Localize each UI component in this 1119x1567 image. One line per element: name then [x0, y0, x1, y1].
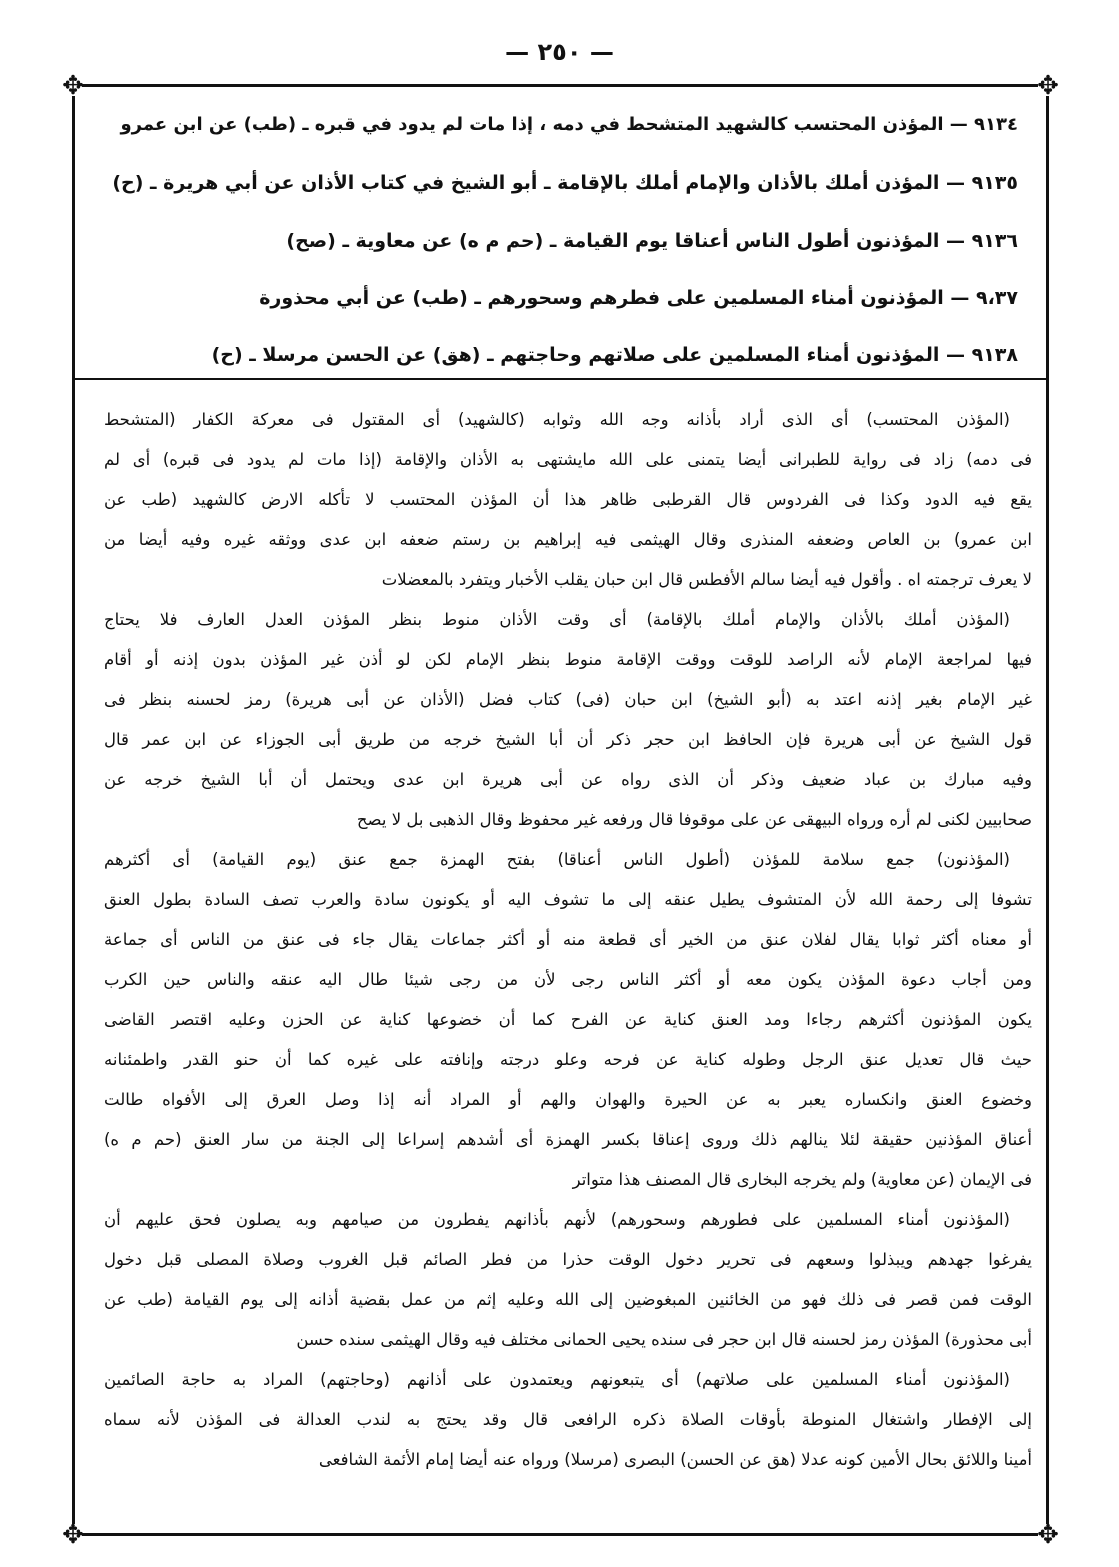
commentary-line: (المؤذنون أمناء المسلمين على فطورهم وسحورهم) لأنهم بأذانهم يفطرون من صيامهم وبه يصلون فحق عليهم أن [104, 1210, 1010, 1229]
ornament-corner-icon: ✥ [62, 1520, 84, 1550]
commentary-line: تشوفا إلى رحمة الله لأن المتشوف يطيل عنقه إلى ما تشوف اليه أو يكونون سادة والعرب تصف السادة بطول العنق [104, 890, 1032, 909]
commentary-line: فى دمه) زاد فى رواية للطبرانى أيضا يتمنى على الله مايشتهى به الأذان والإقامة (إذا مات لم يدود فى قبره) أى لم [104, 450, 1032, 469]
commentary-line: لا يعرف ترجمته اه . وأقول فيه أيضا سالم الأفطس قال ابن حبان يقلب الأخبار ويتفرد بالمعضلات [381, 570, 1032, 589]
commentary-line: يكون المؤذنون أكثرهم رجاءا ومد العنق كناية عن الفرح كما أن خضوعها كناية عن الحزن وعليه اقتصر القاضى [104, 1010, 1032, 1029]
hadith-entry: ٩١٣٥ — المؤذن أملك بالأذان والإمام أملك بالإقامة ـ أبو الشيخ في كتاب الأذان عن أبي هريرة ـ (ح) [112, 172, 1018, 194]
frame-right-rule [1046, 96, 1049, 1524]
commentary-line: أعناق المؤذنين حقيقة لئلا ينالهم ذلك وروى إعناقا بكسر الهمزة أى أشدهم إسراعا إلى الجنة من سار العنق (حم م ه) [104, 1130, 1032, 1149]
ornament-corner-icon: ✥ [62, 71, 84, 101]
commentary-line: صحابيين لكنى لم أره ورواه البيهقى عن على موقوفا قال ورفعه غير محفوظ وقال الذهبى بل لا يصح [356, 810, 1032, 829]
commentary-line: (المؤذن المحتسب) أى الذى أراد بأذانه وجه الله وثوابه (كالشهيد) أى المقتول فى معركة الكفار (المتشحط [104, 410, 1010, 429]
commentary-line: أو معناه أكثر ثوابا يقال لفلان عنق من الخير أى قطعة منه أو أكثر جماعات يقال جاء فى عنق من الناس أى جماعة [104, 930, 1032, 949]
commentary-line: قول الشيخ عن أبى هريرة فإن الحافظ ابن حجر ذكر أن أبا الشيخ خرجه من طريق أبى الجوزاء عن ابن عمر قال [104, 730, 1032, 749]
commentary-line: أبى محذورة) المؤذن رمز لحسنه قال ابن حجر فى سنده يحيى الحمانى مختلف فيه وقال الهيثمى سنده حسن [296, 1330, 1032, 1349]
hadith-entry: ٩،٣٧ — المؤذنون أمناء المسلمين على فطرهم وسحورهم ـ (طب) عن أبي محذورة [259, 287, 1018, 309]
commentary-line: الوقت فمن قصر فى ذلك فهو من الخائنين المبغوضين إلى الله وعليه إثم من عمل بقضية أذانه إلى يوم القيامة (طب عن [104, 1290, 1032, 1309]
commentary-line: وفيه مبارك بن عباد ضعيف وذكر أن الذى رواه عن أبى هريرة ابن عدى ويحتمل أن أبا الشيخ خرجه عن [104, 770, 1032, 789]
hadith-entry: ٩١٣٤ — المؤذن المحتسب كالشهيد المتشحط في دمه ، إذا مات لم يدود في قبره ـ (طب) عن ابن عمرو [120, 114, 1018, 135]
frame-top-rule [82, 84, 1038, 87]
commentary-line: إلى الإفطار واشتغال المنوطة بأوقات الصلاة ذكره الرافعى قال وقد يحتج به لندب العدالة فى المؤذن لأنه سماه [104, 1410, 1032, 1429]
commentary-line: حيث قال تعديل عنق الرجل وطوله كناية عن فرحه وعلو درجته وإنافته على غيره كما أن حنو القدر واطمئنانه [104, 1050, 1032, 1069]
frame-bottom-rule [82, 1533, 1038, 1536]
commentary-line: فى الإيمان (عن معاوية) ولم يخرجه البخارى قال المصنف هذا متواتر [572, 1170, 1032, 1189]
page-number: — ٢٥٠ — [505, 38, 614, 66]
commentary-line: ومن أجاب دعوة المؤذن يكون معه أو أكثر الناس رجى لأن من رجى شيئا طال اليه عنقه والناس حين الكرب [104, 970, 1032, 989]
commentary-line: (المؤذن أملك بالأذان والإمام أملك بالإقامة) أى وقت الأذان منوط بنظر المؤذن العدل العارف فلا يحتاج [104, 610, 1010, 629]
commentary-line: (المؤذنون أمناء المسلمين على صلاتهم) أى يتبعونهم ويعتمدون على أذانهم (وحاجتهم) المراد به حاجة الصائمين [104, 1370, 1010, 1389]
commentary-line: يفرغوا جهدهم ويبذلوا وسعهم فى تحرير دخول الوقت حذرا من فطر الصائم قبل الغروب وصلاة المصلى قبل دخول [104, 1250, 1032, 1269]
hadith-entry: ٩١٣٦ — المؤذنون أطول الناس أعناقا يوم القيامة ـ (حم م ه) عن معاوية ـ (صح) [286, 230, 1018, 252]
ornament-corner-icon: ✥ [1037, 71, 1059, 101]
commentary-line: (المؤذنون) جمع سلامة للمؤذن (أطول الناس أعناقا) بفتح الهمزة جمع عنق (يوم القيامة) أى أكثرهم [104, 850, 1010, 869]
commentary-line: فيها لمراجعة الإمام لأنه الراصد للوقت ووقت الإقامة منوط بنظر الإمام لكن لو أذن غير المؤذن بدون إذنه أو أقام [104, 650, 1032, 669]
section-divider [75, 378, 1046, 380]
commentary-line: أمينا واللائق بحال الأمين كونه عدلا (هق عن الحسن) البصرى (مرسلا) ورواه عنه أيضا إمام الأئمة الشافعى [318, 1450, 1032, 1469]
commentary-line: وخضوع العنق وانكساره يعبر به عن الحيرة والهوان والهم أو المراد أنه إذا وصل العرق إلى الأفواه طالت [104, 1090, 1032, 1109]
commentary-line: ابن عمرو) بن العاص وضعفه المنذرى وقال الهيثمى فيه إبراهيم بن رستم ضعفه ابن عدى ووثقه غيره وفيه أيضا من [104, 530, 1032, 549]
hadith-entry: ٩١٣٨ — المؤذنون أمناء المسلمين على صلاتهم وحاجتهم ـ (هق) عن الحسن مرسلا ـ (ح) [211, 344, 1018, 366]
commentary-line: غير الإمام بغير إذنه اعتد به (أبو الشيخ) ابن حبان (فى) كتاب فضل (الأذان عن أبى هريرة) رمز لحسنه بنظر فى [104, 690, 1032, 709]
frame-left-rule [72, 96, 75, 1524]
ornament-corner-icon: ✥ [1037, 1520, 1059, 1550]
commentary-line: يقع فيه الدود وكذا فى الفردوس قال القرطبى ظاهر هذا أن المؤذن المحتسب لا تأكله الارض كالشهيد (طب عن [104, 490, 1032, 509]
